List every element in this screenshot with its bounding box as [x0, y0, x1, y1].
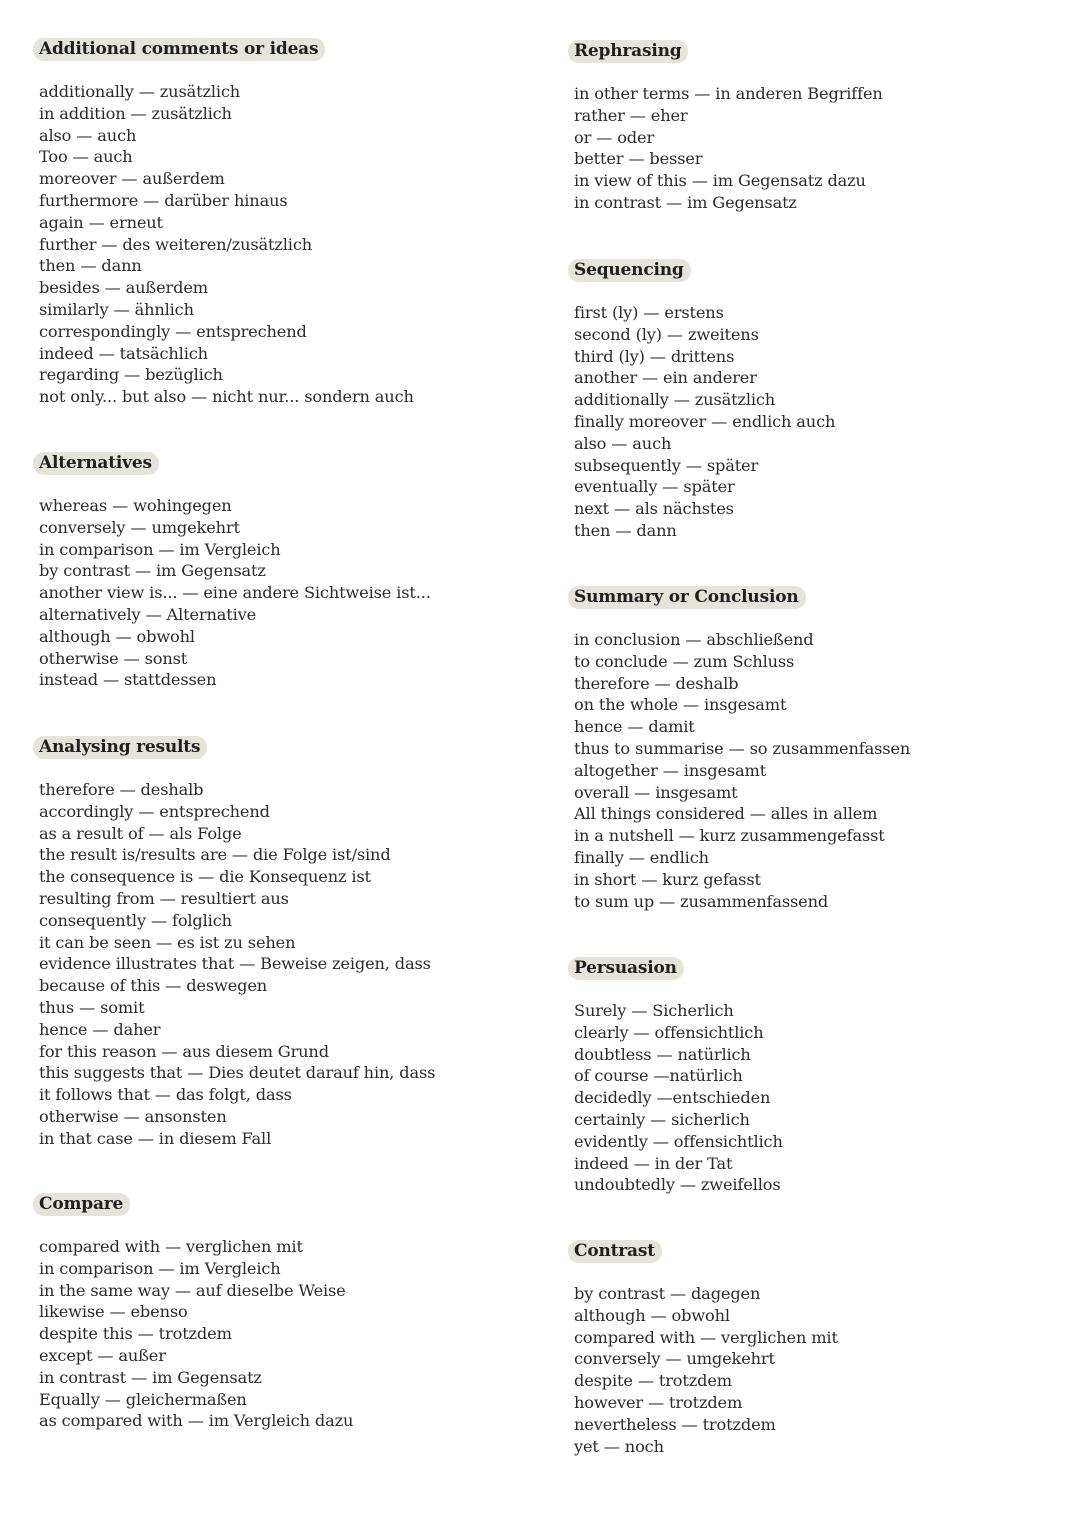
entry-list — [574, 302, 835, 542]
vocab-entry: another — ein anderer — [574, 368, 757, 388]
vocab-entry: in comparison — im Vergleich — [39, 1258, 281, 1278]
vocab-entry: in comparison — im Vergleich — [39, 539, 281, 559]
vocab-entry: further — des weiteren/zusätzlich — [39, 234, 313, 254]
vocab-entry: doubtless — natürlich — [574, 1044, 751, 1064]
vocab-entry: eventually — später — [574, 477, 735, 497]
vocab-entry: in that case — in diesem Fall — [39, 1128, 272, 1148]
vocab-entry: also — auch — [39, 125, 137, 145]
vocab-entry: to conclude — zum Schluss — [574, 651, 795, 671]
vocab-entry: correspondingly — entsprechend — [39, 321, 307, 341]
entry-list — [39, 1236, 353, 1432]
vocab-entry: on the whole — insgesamt — [574, 695, 787, 715]
vocab-entry: this suggests that — Dies deutet darauf hin, dass — [39, 1063, 436, 1083]
vocab-entry: it follows that — das folgt, dass — [39, 1085, 292, 1105]
vocab-entry: nevertheless — trotzdem — [574, 1414, 776, 1434]
vocab-entry: to sum up — zusammenfassend — [574, 891, 829, 911]
vocab-entry: by contrast — dagegen — [574, 1284, 761, 1303]
vocab-entry: compared with — verglichen mit — [39, 1237, 303, 1256]
vocab-entry: better — besser — [574, 149, 703, 169]
vocab-entry: as compared with — im Vergleich dazu — [39, 1411, 354, 1431]
vocab-entry: therefore — deshalb — [574, 673, 739, 693]
vocab-entry: decidedly —entschieden — [574, 1088, 771, 1108]
vocab-entry: next — als nächstes — [574, 499, 734, 519]
entry-list — [574, 1283, 838, 1457]
vocab-entry: in other terms — in anderen Begriffen — [574, 84, 883, 103]
vocab-entry: certainly — sicherlich — [574, 1109, 750, 1129]
entry-list — [574, 629, 910, 912]
vocab-entry: alternatively — Alternative — [39, 604, 257, 624]
vocab-entry: again — erneut — [39, 212, 163, 232]
vocab-entry: despite this — trotzdem — [39, 1324, 232, 1344]
vocab-entry: likewise — ebenso — [39, 1302, 188, 1322]
vocab-entry: additionally — zusätzlich — [574, 390, 776, 410]
vocab-entry: in view of this — im Gegensatz dazu — [574, 171, 866, 191]
vocab-entry: as a result of — als Folge — [39, 823, 242, 843]
vocab-entry: therefore — deshalb — [39, 780, 204, 799]
entry-list — [39, 81, 414, 408]
vocab-entry: evidently — offensichtlich — [574, 1131, 783, 1151]
vocab-entry: conversely — umgekehrt — [574, 1349, 775, 1369]
vocab-entry: then — dann — [574, 520, 677, 540]
vocab-entry: clearly — offensichtlich — [574, 1022, 764, 1042]
entry-list — [574, 1000, 783, 1196]
vocab-entry: the result is/results are — die Folge ist/sind — [39, 845, 391, 865]
vocab-entry: All things considered — alles in allem — [574, 804, 878, 824]
vocab-entry: otherwise — ansonsten — [39, 1106, 227, 1126]
vocab-entry: whereas — wohingegen — [39, 496, 232, 515]
vocab-entry: instead — stattdessen — [39, 670, 217, 690]
vocab-entry: in conclusion — abschließend — [574, 630, 814, 649]
vocab-entry: resulting from — resultiert aus — [39, 888, 289, 908]
section-heading: Compare — [33, 1193, 130, 1216]
vocab-entry: thus — somit — [39, 997, 145, 1017]
vocab-entry: rather — eher — [574, 105, 688, 125]
vocab-entry: also — auch — [574, 433, 672, 453]
vocab-entry: in short — kurz gefasst — [574, 869, 761, 889]
vocab-entry: in addition — zusätzlich — [39, 103, 232, 123]
vocab-entry: overall — insgesamt — [574, 782, 738, 802]
section-heading: Sequencing — [568, 259, 691, 282]
vocab-entry: subsequently — später — [574, 455, 759, 475]
vocab-entry: additionally — zusätzlich — [39, 82, 241, 101]
vocab-entry: otherwise — sonst — [39, 648, 188, 668]
section-heading: Alternatives — [33, 452, 159, 475]
vocab-entry: Too — auch — [39, 147, 133, 167]
vocab-entry: in contrast — im Gegensatz — [574, 192, 797, 212]
vocab-entry: it can be seen — es ist zu sehen — [39, 932, 296, 952]
vocab-entry: except — außer — [39, 1345, 166, 1365]
vocab-entry: then — dann — [39, 256, 142, 276]
vocab-entry: not only... but also — nicht nur... sondern auch — [39, 387, 414, 407]
vocab-entry: or — oder — [574, 127, 655, 147]
vocab-entry: Surely — Sicherlich — [574, 1001, 734, 1020]
vocab-entry: another view is... — eine andere Sichtweise ist... — [39, 583, 431, 603]
section-heading: Persuasion — [568, 957, 684, 980]
vocab-entry: Equally — gleichermaßen — [39, 1389, 247, 1409]
vocab-entry: hence — daher — [39, 1019, 161, 1039]
vocab-entry: second (ly) — zweitens — [574, 324, 759, 344]
vocab-entry: undoubtedly — zweifellos — [574, 1175, 781, 1195]
vocab-entry: compared with — verglichen mit — [574, 1327, 838, 1347]
vocab-entry: although — obwohl — [574, 1305, 730, 1325]
vocab-entry: similarly — ähnlich — [39, 299, 194, 319]
vocab-entry: by contrast — im Gegensatz — [39, 561, 266, 581]
vocab-entry: yet — noch — [574, 1436, 664, 1456]
vocab-entry: indeed — in der Tat — [574, 1153, 733, 1173]
vocab-entry: thus to summarise — so zusammenfassen — [574, 738, 911, 758]
vocab-entry: because of this — deswegen — [39, 976, 268, 996]
vocab-entry: however — trotzdem — [574, 1392, 743, 1412]
vocab-entry: furthermore — darüber hinaus — [39, 190, 288, 210]
vocab-entry: first (ly) — erstens — [574, 303, 724, 322]
vocab-entry: conversely — umgekehrt — [39, 517, 240, 537]
section-heading: Analysing results — [33, 736, 207, 759]
vocab-entry: regarding — bezüglich — [39, 365, 223, 385]
vocab-entry: although — obwohl — [39, 626, 195, 646]
vocab-entry: for this reason — aus diesem Grund — [39, 1041, 329, 1061]
vocab-entry: besides — außerdem — [39, 278, 208, 298]
vocab-entry: third (ly) — drittens — [574, 346, 735, 366]
vocab-entry: evidence illustrates that — Beweise zeigen, dass — [39, 954, 431, 974]
section-heading: Contrast — [568, 1240, 662, 1263]
vocab-entry: in the same way — auf dieselbe Weise — [39, 1280, 346, 1300]
entry-list — [39, 779, 435, 1150]
vocab-entry: altogether — insgesamt — [574, 760, 767, 780]
vocab-entry: moreover — außerdem — [39, 169, 225, 189]
vocab-entry: despite — trotzdem — [574, 1371, 732, 1391]
vocab-entry: hence — damit — [574, 717, 695, 737]
vocab-entry: consequently — folglich — [39, 910, 232, 930]
section-heading: Rephrasing — [568, 40, 688, 63]
vocab-entry: in a nutshell — kurz zusammengefasst — [574, 826, 885, 846]
vocab-entry: indeed — tatsächlich — [39, 343, 208, 363]
vocab-entry: of course —natürlich — [574, 1066, 743, 1086]
entry-list — [574, 83, 883, 214]
section-heading: Additional comments or ideas — [33, 38, 325, 61]
vocab-entry: in contrast — im Gegensatz — [39, 1367, 262, 1387]
section-heading: Summary or Conclusion — [568, 586, 806, 609]
vocab-entry: the consequence is — die Konsequenz ist — [39, 867, 371, 887]
vocab-entry: finally moreover — endlich auch — [574, 411, 836, 431]
entry-list — [39, 495, 431, 691]
vocab-entry: finally — endlich — [574, 847, 709, 867]
vocab-entry: accordingly — entsprechend — [39, 801, 270, 821]
